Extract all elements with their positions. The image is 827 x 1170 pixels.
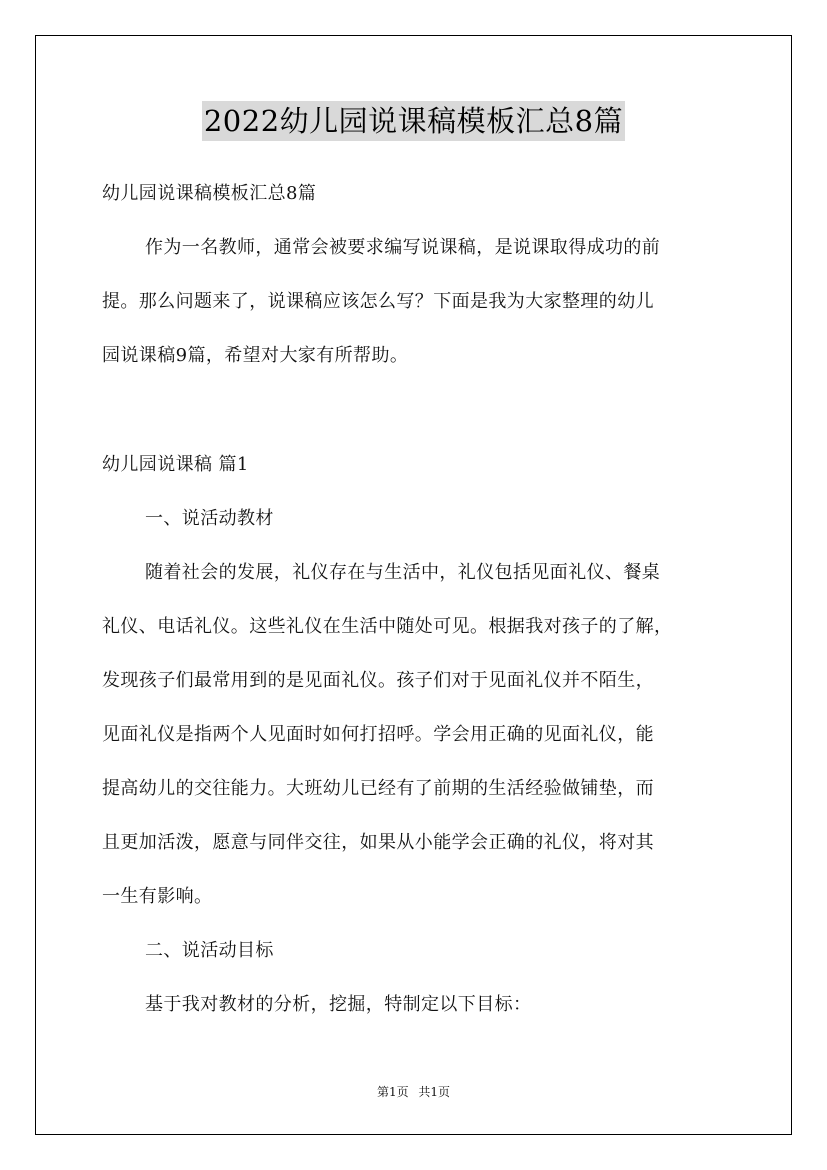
part1-line: 且更加活泼，愿意与同伴交往，如果从小能学会正确的礼仪，将对其	[102, 832, 654, 853]
title-container	[0, 101, 827, 141]
intro-line: 园说课稿9篇，希望对大家有所帮助。	[102, 345, 409, 366]
part1-line: 一生有影响。	[102, 886, 213, 907]
document-subtitle: 幼儿园说课稿模板汇总8篇	[102, 183, 317, 204]
page-number-total: 共1页	[418, 1085, 451, 1099]
part1-line: 见面礼仪是指两个人见面时如何打招呼。学会用正确的见面礼仪，能	[102, 724, 654, 745]
part1-heading: 一、说活动教材	[145, 508, 274, 529]
intro-line: 作为一名教师，通常会被要求编写说课稿，是说课取得成功的前	[145, 237, 661, 258]
part1-line: 提高幼儿的交往能力。大班幼儿已经有了前期的生活经验做铺垫，而	[102, 778, 654, 799]
document-title: 2022幼儿园说课稿模板汇总8篇	[202, 101, 625, 141]
part2-heading: 二、说活动目标	[145, 940, 274, 961]
intro-line: 提。那么问题来了，说课稿应该怎么写？下面是我为大家整理的幼儿	[102, 291, 654, 312]
part1-line: 礼仪、电话礼仪。这些礼仪在生活中随处可见。根据我对孩子的了解，	[102, 616, 673, 637]
part2-line: 基于我对教材的分析，挖掘，特制定以下目标：	[145, 994, 532, 1015]
part1-line: 随着社会的发展，礼仪存在与生活中，礼仪包括见面礼仪、餐桌	[145, 562, 661, 583]
section-heading: 幼儿园说课稿 篇1	[102, 454, 249, 475]
part1-line: 发现孩子们最常用到的是见面礼仪。孩子们对于见面礼仪并不陌生，	[102, 670, 654, 691]
page-footer	[0, 1084, 827, 1100]
page-number-current: 第1页	[376, 1085, 409, 1099]
